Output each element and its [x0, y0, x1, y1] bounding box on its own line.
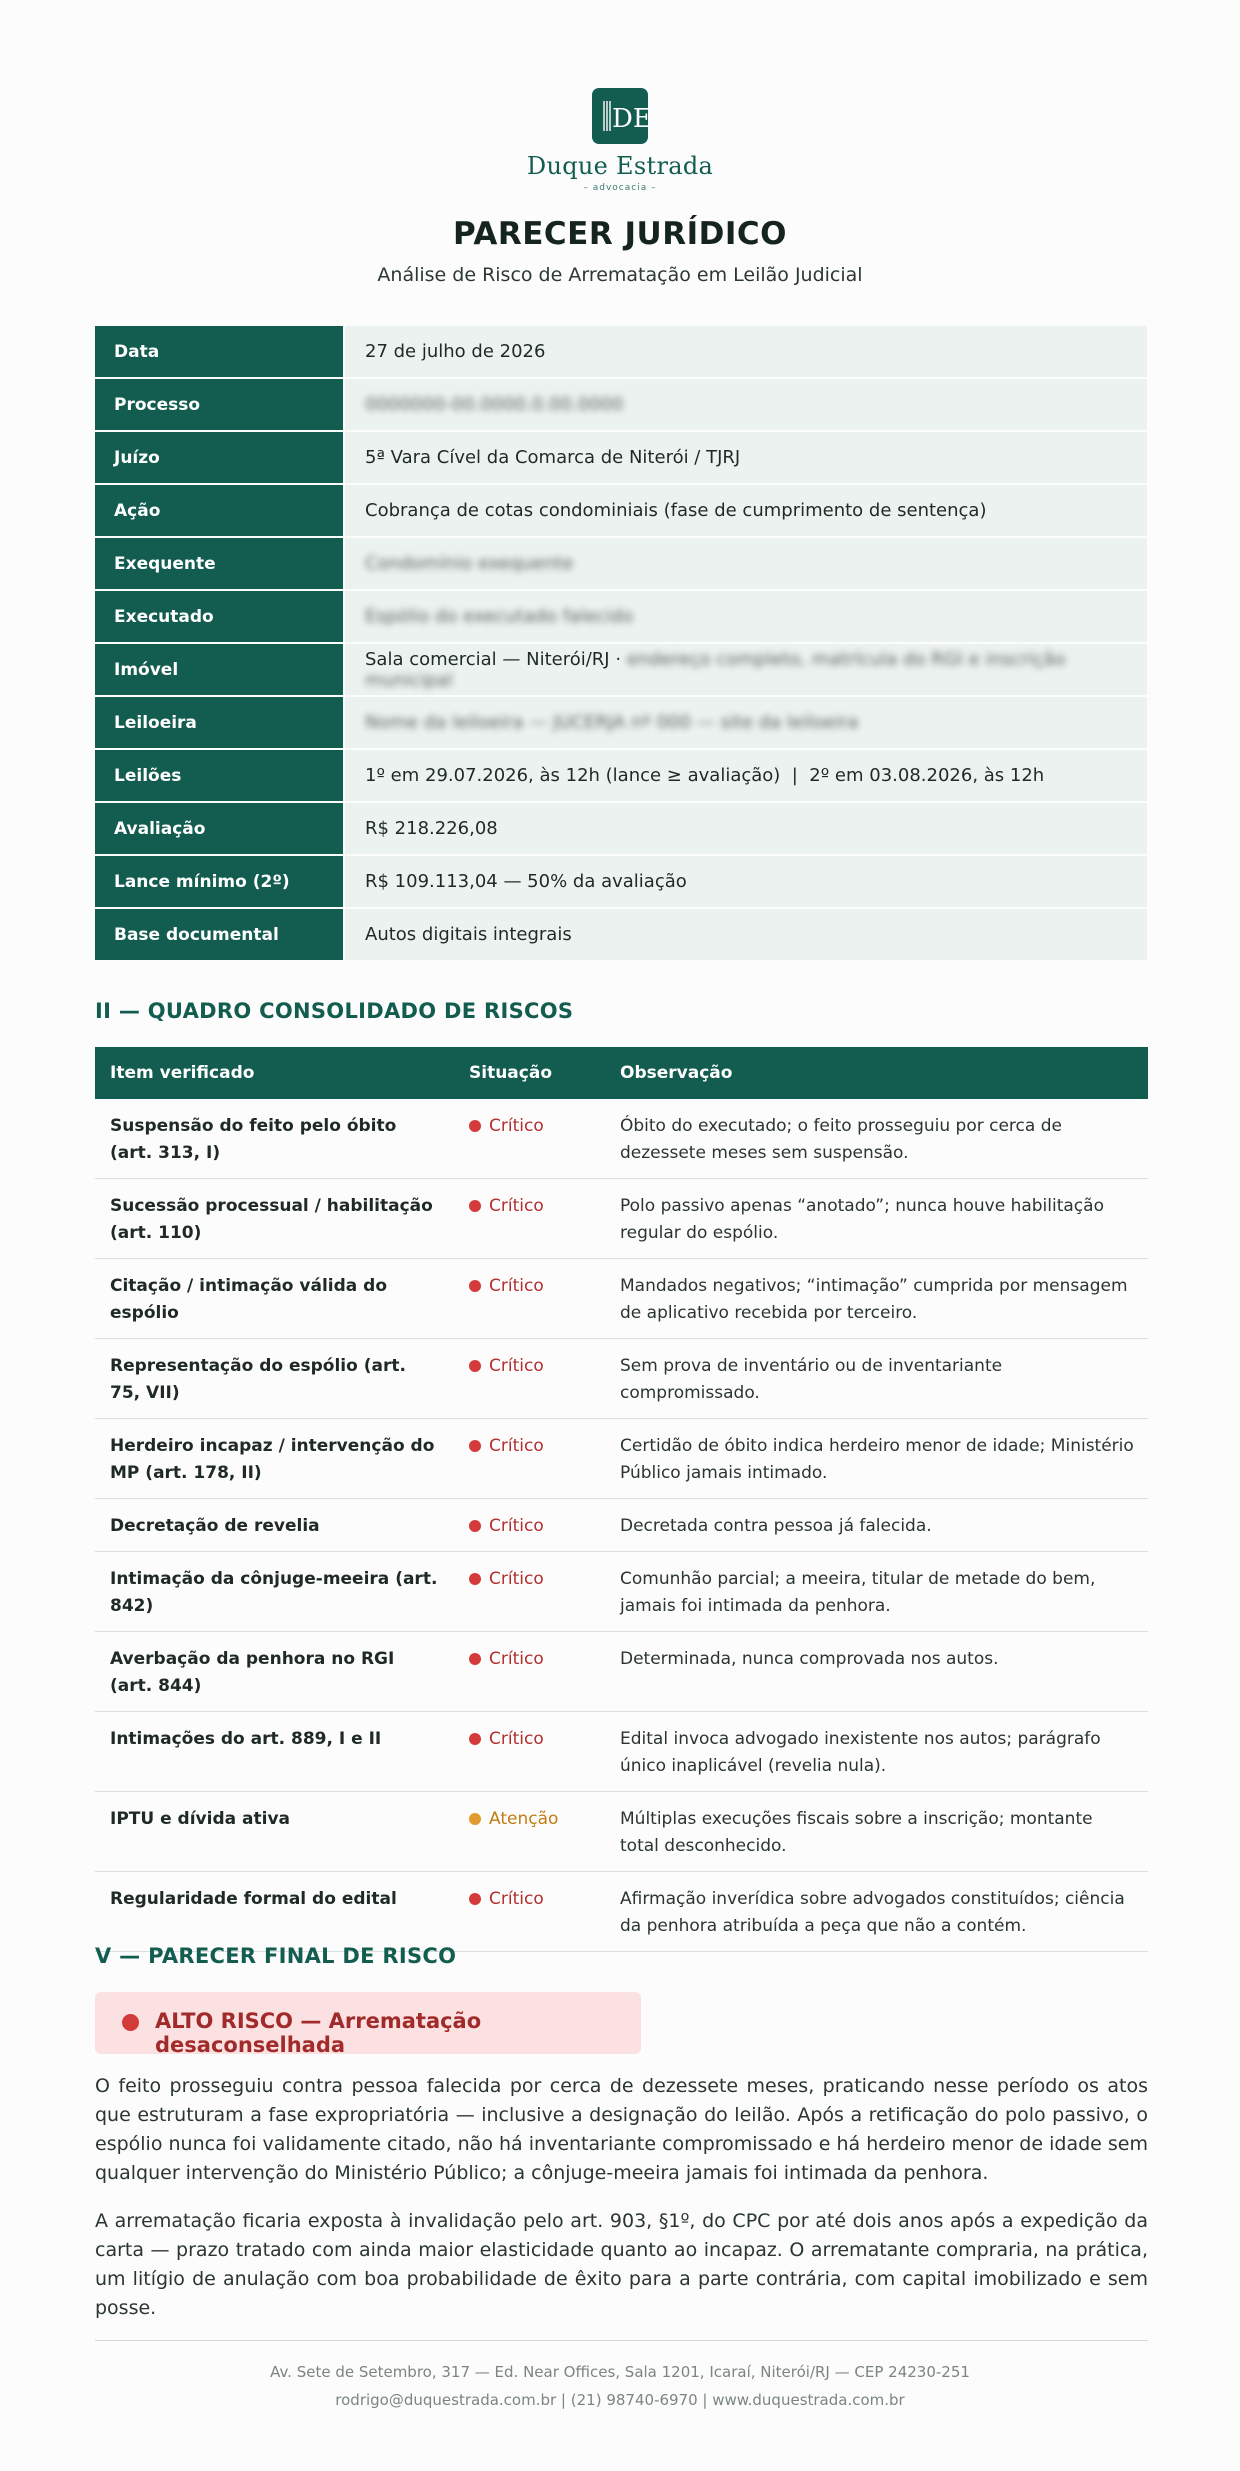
risk-item: Representação do espólio (art. 75, VII) [95, 1339, 454, 1419]
info-value-redacted [344, 378, 1147, 431]
risk-status-cell [454, 1339, 605, 1419]
risk-status-cell [454, 1099, 605, 1179]
firm-logo [0, 88, 1240, 193]
risk-status: Crítico [489, 1569, 544, 1589]
risk-observation: Polo passivo apenas “anotado”; nunca houve habilitação regular do espólio. [605, 1179, 1148, 1259]
risk-status-cell [454, 1552, 605, 1632]
risk-item: IPTU e dívida ativa [95, 1792, 454, 1872]
info-row [95, 696, 1147, 749]
risk-status: Crítico [489, 1436, 544, 1456]
info-row [95, 643, 1147, 696]
risk-item: Herdeiro incapaz / intervenção do MP (art. 178, II) [95, 1419, 454, 1499]
risk-status: Crítico [489, 1356, 544, 1376]
critical-dot-icon [469, 1573, 481, 1585]
info-value [344, 643, 1147, 696]
info-row [95, 855, 1147, 908]
risk-status: Crítico [489, 1649, 544, 1669]
risk-status-cell [454, 1179, 605, 1259]
risk-item: Suspensão do feito pelo óbito (art. 313, I) [95, 1099, 454, 1179]
risk-row [95, 1632, 1148, 1712]
redacted-text: Condomínio exequente [365, 553, 574, 574]
risk-status: Crítico [489, 1889, 544, 1909]
risk-observation: Sem prova de inventário ou de inventariante compromissado. [605, 1339, 1148, 1419]
info-label: Data [95, 326, 344, 378]
info-value: 27 de julho de 2026 [344, 326, 1147, 378]
info-label: Processo [95, 378, 344, 431]
risk-row [95, 1499, 1148, 1552]
redacted-text: 0000000-00.0000.0.00.0000 [365, 394, 624, 415]
info-value: R$ 218.226,08 [344, 802, 1147, 855]
info-value-redacted [344, 537, 1147, 590]
document-title: PARECER JURÍDICO [453, 216, 787, 252]
risk-item: Sucessão processual / habilitação (art. 110) [95, 1179, 454, 1259]
warning-dot-icon [469, 1813, 481, 1825]
risk-observation: Edital invoca advogado inexistente nos autos; parágrafo único inaplicável (revelia nula). [605, 1712, 1148, 1792]
info-label: Lance mínimo (2º) [95, 855, 344, 908]
critical-dot-icon [469, 1360, 481, 1372]
risk-row [95, 1552, 1148, 1632]
section-title-risks: II — QUADRO CONSOLIDADO DE RISCOS [95, 999, 574, 1023]
info-row [95, 908, 1147, 961]
info-value: 5ª Vara Cível da Comarca de Niterói / TJRJ [344, 431, 1147, 484]
risk-status: Crítico [489, 1116, 544, 1136]
info-row [95, 749, 1147, 802]
info-value-redacted [344, 696, 1147, 749]
logo-initials: DE [612, 104, 652, 134]
info-value: Cobrança de cotas condominiais (fase de cumprimento de sentença) [344, 484, 1147, 537]
info-label: Imóvel [95, 643, 344, 696]
info-label: Exequente [95, 537, 344, 590]
logo-tagline: – advocacia – [583, 183, 657, 193]
risks-table [95, 1047, 1148, 1952]
risk-status: Crítico [489, 1516, 544, 1536]
info-label: Executado [95, 590, 344, 643]
risk-item: Regularidade formal do edital [95, 1872, 454, 1952]
info-label: Juízo [95, 431, 344, 484]
info-value: R$ 109.113,04 — 50% da avaliação [344, 855, 1147, 908]
risk-observation: Certidão de óbito indica herdeiro menor de idade; Ministério Público jamais intimado. [605, 1419, 1148, 1499]
critical-dot-icon [469, 1440, 481, 1452]
info-value-redacted [344, 590, 1147, 643]
info-row [95, 802, 1147, 855]
risk-observation: Afirmação inverídica sobre advogados constituídos; ciência da penhora atribuída a peça que não a contém. [605, 1872, 1148, 1952]
risk-item: Averbação da penhora no RGI (art. 844) [95, 1632, 454, 1712]
risk-status-cell [454, 1632, 605, 1712]
info-label: Base documental [95, 908, 344, 961]
info-row [95, 326, 1147, 378]
info-label: Leiloeira [95, 696, 344, 749]
column-header-observation: Observação [605, 1047, 1148, 1099]
property-type: Sala comercial — Niterói/RJ · [365, 648, 622, 670]
info-row [95, 590, 1147, 643]
section-title-final: V — PARECER FINAL DE RISCO [95, 1944, 457, 1968]
critical-dot-icon [469, 1893, 481, 1905]
risk-row [95, 1792, 1148, 1872]
footer-address: Av. Sete de Setembro, 317 — Ed. Near Offices, Sala 1201, Icaraí, Niterói/RJ — CEP 24230-251 [270, 2363, 970, 2381]
info-label: Ação [95, 484, 344, 537]
footer-divider [95, 2340, 1148, 2341]
redacted-text: Nome da leiloeira — JUCERJA nº 000 — site da leiloeira [365, 712, 859, 733]
risk-row [95, 1712, 1148, 1792]
footer-contact: rodrigo@duquestrada.com.br | (21) 98740-6970 | www.duquestrada.com.br [335, 2391, 905, 2409]
risk-status-cell [454, 1499, 605, 1552]
risk-status: Crítico [489, 1729, 544, 1749]
info-row [95, 378, 1147, 431]
risk-observation: Mandados negativos; “intimação” cumprida por mensagem de aplicativo recebida por terceiro. [605, 1259, 1148, 1339]
risk-verdict-badge [95, 1992, 641, 2057]
risk-status-cell [454, 1792, 605, 1872]
risk-row [95, 1339, 1148, 1419]
document-subtitle: Análise de Risco de Arrematação em Leilão Judicial [377, 264, 863, 286]
risk-status-cell [454, 1872, 605, 1952]
risk-row [95, 1099, 1148, 1179]
critical-dot-icon [469, 1120, 481, 1132]
risk-status-cell [454, 1419, 605, 1499]
risk-row [95, 1259, 1148, 1339]
risk-observation: Comunhão parcial; a meeira, titular de metade do bem, jamais foi intimada da penhora. [605, 1552, 1148, 1632]
risk-item: Intimação da cônjuge-meeira (art. 842) [95, 1552, 454, 1632]
info-row [95, 537, 1147, 590]
critical-dot-icon [469, 1280, 481, 1292]
info-label: Avaliação [95, 802, 344, 855]
info-value: Autos digitais integrais [344, 908, 1147, 961]
risk-row [95, 1179, 1148, 1259]
critical-dot-icon [469, 1653, 481, 1665]
risk-item: Citação / intimação válida do espólio [95, 1259, 454, 1339]
critical-dot-icon [469, 1200, 481, 1212]
risk-status-cell [454, 1712, 605, 1792]
risk-item: Decretação de revelia [95, 1499, 454, 1552]
info-row [95, 484, 1147, 537]
critical-dot-icon [122, 2014, 139, 2031]
risks-header-row [95, 1047, 1148, 1099]
risk-item: Intimações do art. 889, I e II [95, 1712, 454, 1792]
critical-dot-icon [469, 1733, 481, 1745]
risk-status: Atenção [489, 1809, 559, 1829]
risk-row [95, 1872, 1148, 1952]
risk-observation: Determinada, nunca comprovada nos autos. [605, 1632, 1148, 1712]
column-header-item: Item verificado [95, 1047, 454, 1099]
risk-status-cell [454, 1259, 605, 1339]
risk-row [95, 1419, 1148, 1499]
redacted-text: Espólio do executado falecido [365, 606, 634, 627]
risk-verdict-text: ALTO RISCO — Arrematação desaconselhada [155, 2009, 482, 2057]
info-label: Leilões [95, 749, 344, 802]
risk-observation: Decretada contra pessoa já falecida. [605, 1499, 1148, 1552]
logo-name: Duque Estrada [526, 152, 714, 180]
column-header-status: Situação [454, 1047, 605, 1099]
logo-mark [592, 88, 652, 144]
conclusion-paragraph-1: O feito prosseguiu contra pessoa falecida por cerca de dezessete meses, praticando nesse período os atos que estruturam a fase expropriatória — inclusive a designação do leilão. Após a retificação do polo passivo, o espólio nunca foi validamente citado, não há inventariante compromissado e há herdeiro menor de idade sem qualquer intervenção do Ministério Público; a cônjuge-meeira jamais foi intimada da penhora. [95, 2075, 1148, 2184]
risk-status: Crítico [489, 1276, 544, 1296]
risk-observation: Múltiplas execuções fiscais sobre a inscrição; montante total desconhecido. [605, 1792, 1148, 1872]
risk-observation: Óbito do executado; o feito prosseguiu por cerca de dezessete meses sem suspensão. [605, 1099, 1148, 1179]
info-row [95, 431, 1147, 484]
info-value: 1º em 29.07.2026, às 12h (lance ≥ avaliação) | 2º em 03.08.2026, às 12h [344, 749, 1147, 802]
critical-dot-icon [469, 1520, 481, 1532]
risk-status: Crítico [489, 1196, 544, 1216]
redacted-text: endereço completo, matrícula do RGI e inscrição municipal [365, 648, 1066, 691]
conclusion-paragraph-2: A arrematação ficaria exposta à invalidação pelo art. 903, §1º, do CPC por até dois anos após a expedição da carta — prazo tratado com ainda maior elasticidade quanto ao incapaz. O arrematante compraria, na prática, um litígio de anulação com boa probabilidade de êxito para a parte contrária, com capital imobilizado e sem posse. [95, 2210, 1148, 2319]
case-info-table [95, 326, 1147, 962]
